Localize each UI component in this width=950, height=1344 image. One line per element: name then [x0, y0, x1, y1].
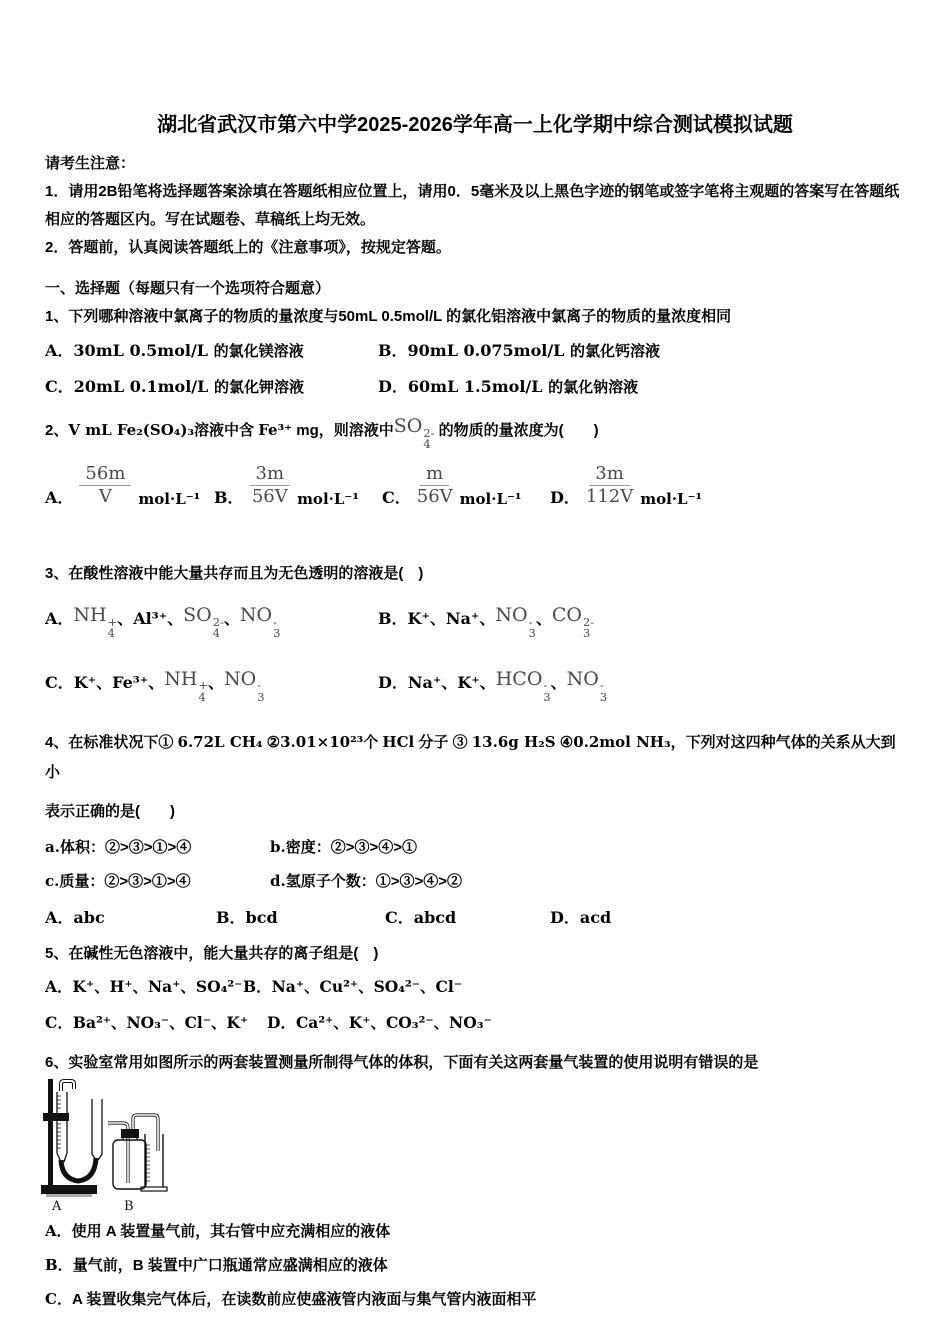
question-5 [45, 940, 905, 1039]
notice-section [45, 150, 905, 262]
question-4-statement-c [45, 867, 270, 896]
statement-text: 质量：②>③>①>④ [59, 873, 191, 891]
question-4-option-d [550, 904, 611, 933]
apparatus-b-measuring-cylinder [141, 1134, 167, 1191]
question-3-options-row-1 [45, 600, 905, 640]
statement-label: c. [45, 872, 60, 891]
statement-text: 体积：②>③>①>④ [59, 839, 192, 857]
question-1-stem: 1、下列哪种溶液中氯离子的物质的量浓度与50mL 0.5mol/L 的氯化铝溶液中氯离子的物质的量浓度相同 [45, 308, 732, 325]
question-2-option-a [45, 464, 214, 508]
option-text: 使用 A 装置量气前，其右管中应充满相应的液体 [71, 1223, 391, 1241]
option-latin: 90mL 0.075mol/L [407, 341, 570, 360]
apparatus-b-label: B [124, 1199, 134, 1215]
statement-label: b. [270, 838, 286, 857]
question-6-stem: 6、实验室常用如图所示的两套装置测量所制得气体的体积，下面有关这两套量气装置的使用说明有错误的是 [45, 1054, 759, 1072]
option-label: C． [385, 908, 414, 928]
question-4-options [45, 904, 905, 933]
fraction-denominator: 56V [416, 486, 453, 508]
question-4-stem-line-1: 4、在标准状况下① 6.72L CH₄ ②3.01×10²³个 HCl 分子 ③ 13.6g H₂S ④0.2mol NH₃，下列对这四种气体的关系从大到小 [45, 733, 896, 782]
fraction-numerator: 56m [79, 464, 131, 487]
apparatus-diagram [45, 1077, 905, 1215]
option-label: B． [216, 908, 246, 928]
fraction-numerator: 3m [250, 464, 291, 487]
option-text: 的氯化钾溶液 [213, 379, 304, 396]
question-1-option-b [378, 337, 660, 366]
option-latin: 30mL 0.5mol/L [73, 341, 214, 360]
fraction [79, 464, 131, 508]
question-3-options-row-2 [45, 664, 905, 704]
option-text: Na⁺、Cu²⁺、SO₄²⁻、Cl⁻ [271, 977, 462, 997]
option-text: bcd [245, 908, 278, 928]
option-label: A． [45, 341, 74, 360]
option-label: C． [45, 377, 74, 396]
fraction-unit: mol·L⁻¹ [459, 489, 522, 508]
option-text: 的氯化钙溶液 [570, 343, 661, 360]
question-6-option-a [45, 1217, 905, 1246]
option-label: B． [214, 487, 244, 507]
question-4-statements-row-2 [45, 867, 905, 896]
option-text: abc [73, 908, 105, 928]
question-4-statements-row-1 [45, 833, 905, 862]
question-4-option-c [385, 904, 550, 933]
option-label: A． [45, 487, 74, 507]
option-text: acd [579, 908, 612, 928]
question-4-statement-d [270, 867, 462, 896]
option-label: D． [378, 377, 408, 396]
question-2-option-d [550, 464, 702, 508]
fraction [417, 464, 453, 508]
question-5-option-d [267, 1008, 492, 1039]
question-4-statement-b [270, 833, 417, 862]
apparatus-b-stopper [121, 1129, 139, 1138]
question-4-statement-a [45, 833, 270, 862]
question-1-option-d [378, 373, 638, 402]
question-3-stem: 3、在酸性溶液中能大量共存而且为无色透明的溶液是( ) [45, 564, 424, 582]
question-3-option-c: C．K⁺、Fe³⁺、NH + 4 、NO - 3 [45, 667, 265, 704]
option-label: C． [45, 1013, 73, 1033]
option-text: A 装置收集完气体后，在读数前应使盛液管内液面与集气管内液面相平 [71, 1291, 537, 1309]
fraction-numerator: m [420, 464, 449, 487]
question-6-option-b [45, 1251, 905, 1280]
question-5-option-c [45, 1008, 267, 1039]
fraction-unit: mol·L⁻¹ [297, 489, 359, 508]
option-label: A． [45, 977, 73, 997]
apparatus-a-clamp [43, 1113, 69, 1121]
question-1-options-row-1 [45, 337, 905, 366]
question-6-option-c [45, 1285, 905, 1314]
statement-text: 密度：②>③>④>① [285, 839, 417, 857]
question-1-options-row-2 [45, 373, 905, 402]
option-label: B． [45, 1256, 73, 1275]
question-2-option-c [382, 464, 550, 508]
notice-item-1: 1．请用2B铅笔将选择题答案涂填在答题纸相应位置上，请用0．5毫米及以上黑色字迹的钢笔或签字笔将主观题的答案写在答题纸相应的答题区内。写在试题卷、草稿纸上均无效。 [45, 183, 900, 228]
statement-text: 氢原子个数：①>③>④>② [285, 873, 462, 891]
option-label: A． [45, 908, 74, 928]
question-3-option-a: A．NH + 4 、Al³⁺、SO 2- 4 、NO - 3 [45, 603, 281, 641]
question-3 [45, 560, 905, 703]
apparatus-a-delivery-tube [61, 1081, 74, 1091]
statement-label: a. [45, 838, 60, 857]
option-latin: 60mL 1.5mol/L [407, 377, 549, 396]
section-heading: 一、选择题（每题只有一个选项符合题意） [45, 280, 331, 297]
question-6 [45, 1049, 905, 1314]
gas-measuring-apparatus-figure [40, 1077, 240, 1215]
apparatus-a-label: A [52, 1199, 62, 1215]
statement-label: d. [270, 872, 286, 891]
fraction-denominator: V [98, 486, 112, 508]
question-5-stem: 5、在碱性无色溶液中，能大量共存的离子组是( ) [45, 945, 379, 963]
apparatus-a-open-tube [92, 1099, 102, 1160]
question-2-option-b [214, 464, 382, 508]
option-label: C． [382, 487, 411, 507]
option-label: B． [243, 977, 272, 997]
question-1-option-c [45, 373, 378, 402]
option-label: B． [378, 341, 408, 360]
question-5-options-row-2 [45, 1008, 905, 1039]
question-1 [45, 303, 905, 402]
apparatus-a-u-bend [61, 1158, 96, 1181]
question-3-option-b: B．K⁺、Na⁺、NO - 3 、CO 2- 3 [378, 603, 595, 641]
fraction-denominator: 56V [251, 486, 288, 508]
question-2-options [45, 464, 905, 508]
option-text: abcd [413, 908, 457, 928]
option-label: A． [45, 1222, 72, 1241]
question-5-option-a [45, 972, 243, 1003]
option-text: Ca²⁺、K⁺、CO₃²⁻、NO₃⁻ [295, 1013, 492, 1033]
question-5-option-b [243, 972, 462, 1003]
question-4-option-a [45, 904, 216, 933]
fraction [586, 464, 633, 508]
fraction-denominator: 112V [585, 486, 634, 508]
option-text: 的氯化钠溶液 [548, 379, 639, 396]
option-text: K⁺、H⁺、Na⁺、SO₄²⁻ [72, 977, 243, 997]
question-5-options-row-1 [45, 972, 905, 1003]
option-latin: 20mL 0.1mol/L [73, 377, 214, 396]
option-label: D． [550, 487, 580, 507]
option-label: D． [267, 1013, 296, 1033]
option-label: D． [550, 908, 580, 928]
fraction-numerator: 3m [589, 464, 630, 487]
question-4-option-b [216, 904, 385, 933]
apparatus-a-graduated-tube [57, 1092, 67, 1162]
question-2-stem: 2、V mL Fe₂(SO₄)₃溶液中含 Fe³⁺ mg，则溶液中SO 2- 4 的物质的量浓度为( ) [45, 415, 599, 452]
fraction-unit: mol·L⁻¹ [138, 489, 201, 508]
notice-heading: 请考生注意： [45, 155, 136, 172]
notice-item-2: 2．答题前，认真阅读答题纸上的《注意事项》，按规定答题。 [45, 239, 451, 256]
question-3-option-d: D．Na⁺、K⁺、HCO - 3 、NO - 3 [378, 667, 608, 704]
option-text: 量气前，B 装置中广口瓶通常应盛满相应的液体 [72, 1257, 388, 1275]
question-4-stem-line-2: 表示正确的是( ) [45, 803, 175, 821]
page-title: 湖北省武汉市第六中学2025-2026学年高一上化学期中综合测试模拟试题 [157, 114, 793, 136]
fraction [250, 464, 291, 508]
option-label: C． [45, 1290, 72, 1309]
question-2 [45, 411, 905, 508]
option-text: Ba²⁺、NO₃⁻、Cl⁻、K⁺ [72, 1013, 249, 1033]
fraction-unit: mol·L⁻¹ [640, 489, 703, 508]
option-text: 的氯化镁溶液 [213, 343, 304, 360]
question-1-option-a [45, 337, 378, 366]
question-4 [45, 727, 905, 933]
